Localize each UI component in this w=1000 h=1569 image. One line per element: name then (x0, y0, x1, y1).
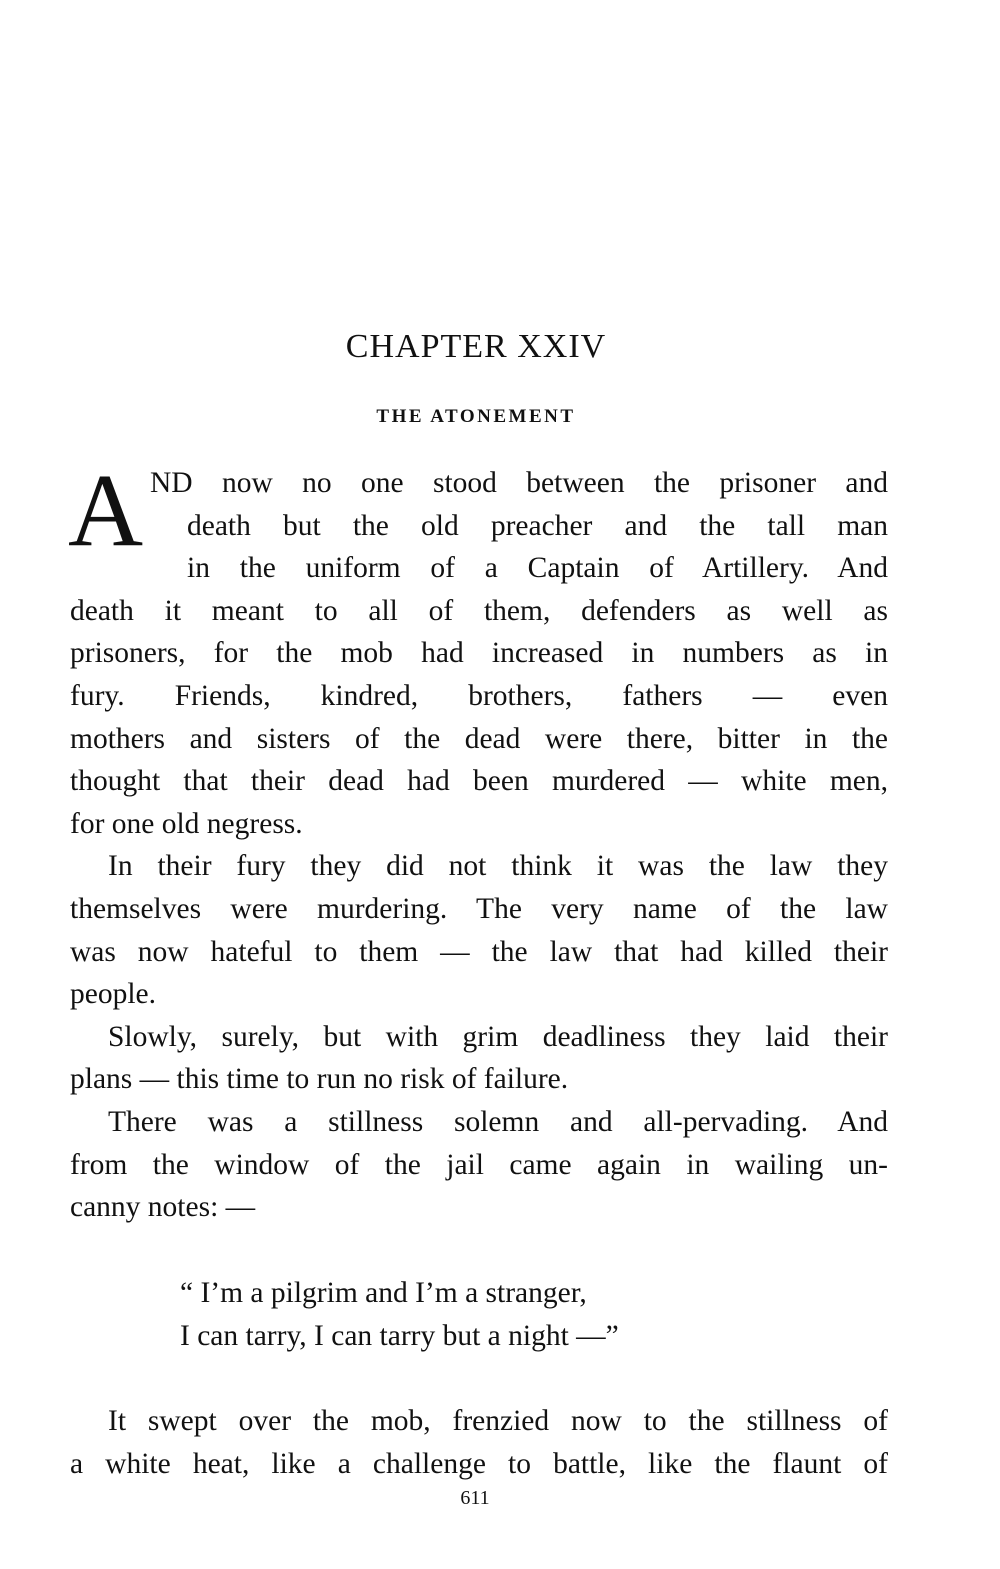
text-line: death but the old preacher and the tall man (187, 509, 888, 542)
text-line: was now hateful to them — the law that had killed their (70, 935, 888, 968)
text-line: themselves were murdering. The very name of the law (70, 892, 888, 925)
page-number: 611 (460, 1487, 490, 1509)
paragraph-3 (70, 1016, 888, 1101)
text-line: ND now no one stood between the prisoner and (150, 467, 888, 499)
chapter-subtitle: THE ATONEMENT (376, 406, 576, 427)
text-line: plans — this time to run no risk of failure. (70, 1063, 569, 1096)
paragraph-2 (70, 845, 888, 1015)
verse-line: I can tarry, I can tarry but a night —” (180, 1319, 619, 1352)
text-line: death it meant to all of them, defenders as well as (70, 594, 888, 627)
paragraph-4 (70, 1101, 888, 1229)
text-line: canny notes: — (70, 1191, 256, 1224)
paragraph-5 (70, 1400, 888, 1486)
text-line: mothers and sisters of the dead were there, bitter in the (70, 722, 888, 755)
text-line: thought that their dead had been murdered — white men, (70, 765, 888, 798)
drop-cap: A (68, 453, 144, 568)
text-line: Slowly, surely, but with grim deadliness they laid their (108, 1020, 888, 1053)
text-line: in the uniform of a Captain of Artillery. And (187, 552, 888, 585)
text-line: a white heat, like a challenge to battle, like the flaunt of (70, 1448, 888, 1480)
text-line: from the window of the jail came again in wailing un- (70, 1148, 888, 1181)
text-line: for one old negress. (70, 807, 303, 840)
chapter-title: CHAPTER XXIV (345, 328, 607, 365)
text-line: fury. Friends, kindred, brothers, fathers — even (70, 679, 888, 712)
verse-quote (180, 1272, 619, 1357)
body-text (68, 453, 888, 1229)
text-line: It swept over the mob, frenzied now to the stillness of (108, 1405, 888, 1437)
text-line: There was a stillness solemn and all-pervading. And (108, 1105, 888, 1138)
paragraph-1 (68, 453, 888, 845)
text-line: In their fury they did not think it was the law they (108, 850, 888, 883)
text-line: people. (70, 978, 157, 1011)
verse-line: “ I’m a pilgrim and I’m a stranger, (180, 1277, 587, 1309)
text-line: prisoners, for the mob had increased in numbers as in (70, 637, 888, 670)
